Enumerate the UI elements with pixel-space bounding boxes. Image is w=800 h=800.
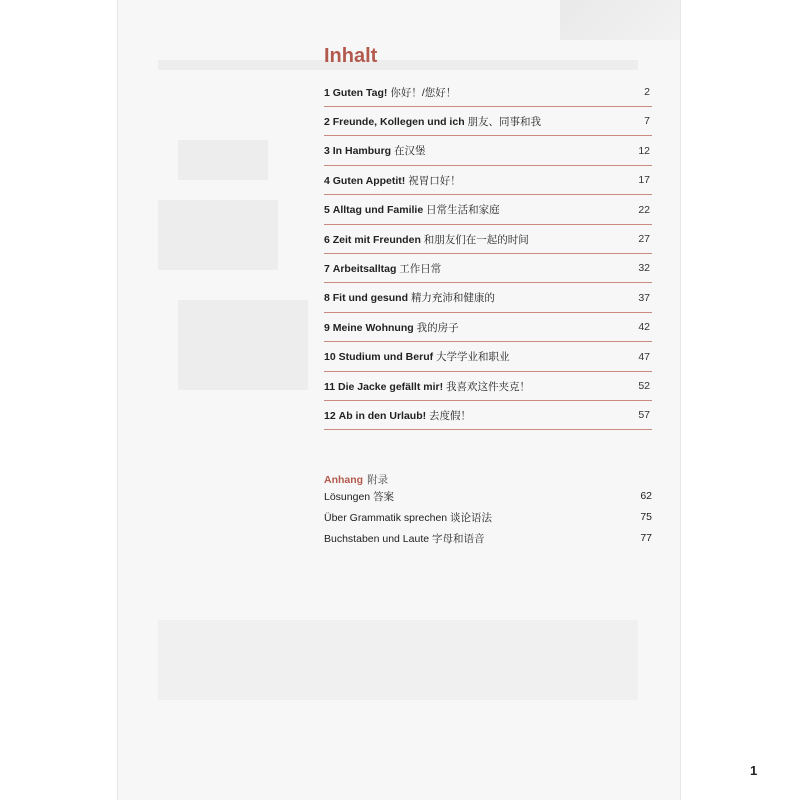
toc-entry-title-zh: 你好！/您好！ [390, 86, 457, 99]
toc-entry-title-zh: 去度假！ [429, 409, 472, 422]
toc-entry-number: 7 [324, 262, 330, 275]
toc-entry-title-zh: 日常生活和家庭 [426, 204, 500, 217]
toc-entry-label [324, 408, 471, 423]
toc-entry-title-de: Die Jacke gefällt mir! [338, 380, 444, 393]
appendix-entry-label [324, 510, 492, 525]
page-number: 1 [750, 763, 758, 778]
toc-entry-label [324, 290, 495, 305]
appendix-entry-label-zh: 答案 [373, 490, 395, 503]
appendix-entry-label [324, 531, 485, 546]
toc-entry-label [324, 114, 541, 129]
toc-entry-page: 42 [638, 321, 650, 334]
show-through-band [158, 60, 638, 70]
toc-entry-title-zh: 朋友、同事和我 [467, 115, 542, 128]
toc-entry-number: 9 [324, 321, 330, 334]
toc-entry-title-zh: 精力充沛和健康的 [410, 292, 495, 305]
toc-entry-title-de: Guten Appetit! [332, 174, 406, 187]
appendix-entry-label-de: Buchstaben und Laute [324, 532, 430, 545]
toc-entry-number: 4 [324, 174, 330, 187]
toc-entry-page: 2 [644, 86, 650, 98]
appendix-heading-de: Anhang [324, 474, 364, 486]
toc-entry[interactable] [324, 137, 652, 166]
appendix-entry[interactable] [324, 507, 652, 527]
appendix-heading-zh: 附录 [367, 474, 389, 486]
toc-entry-label [324, 143, 426, 158]
toc-entry[interactable] [324, 107, 652, 136]
toc-entry-title-zh: 大学学业和职业 [436, 351, 510, 364]
toc-entry-page: 7 [644, 115, 650, 128]
toc-entry-title-de: Freunde, Kollegen und ich [332, 115, 465, 128]
toc-entry-label [324, 232, 529, 247]
page-title: Inhalt [324, 45, 378, 67]
toc-entry-label [324, 85, 456, 100]
toc-entry-label [324, 349, 510, 364]
toc-entry-page: 57 [638, 409, 650, 422]
toc-entry[interactable] [324, 343, 652, 372]
toc-entry-number: 6 [324, 233, 330, 246]
toc-entry-label [324, 320, 459, 335]
toc-entry-title-de: Alltag und Familie [332, 204, 424, 217]
show-through-block [178, 140, 268, 180]
toc-entry[interactable] [324, 196, 652, 225]
show-through-illustration [158, 620, 638, 700]
appendix-entry-label-de: Lösungen [324, 490, 371, 503]
toc-entry-title-zh: 在汉堡 [394, 145, 426, 158]
toc-entry-number: 5 [324, 204, 330, 217]
toc-entry-page: 17 [638, 174, 650, 187]
appendix-entry-page: 62 [640, 490, 652, 502]
toc-entry-title-zh: 祝胃口好！ [408, 174, 461, 187]
appendix-entry-label [324, 489, 394, 504]
toc-entry-title-de: In Hamburg [332, 145, 392, 158]
appendix-entry[interactable] [324, 528, 652, 548]
toc-entry-number: 12 [324, 409, 336, 422]
toc-entry-number: 1 [324, 86, 330, 99]
toc-entry-page: 52 [638, 380, 650, 392]
toc-entry[interactable] [324, 313, 652, 342]
appendix-entry[interactable] [324, 486, 652, 506]
toc-entry-page: 37 [638, 291, 650, 304]
appendix-heading [324, 472, 388, 487]
toc-entry-number: 3 [324, 145, 330, 158]
toc-entry[interactable] [324, 166, 652, 195]
toc-entry[interactable] [324, 401, 652, 430]
toc-entry-title-de: Arbeitsalltag [332, 262, 397, 275]
toc-entry-page: 32 [638, 262, 650, 275]
toc-entry-title-de: Ab in den Urlaub! [338, 409, 427, 422]
toc-entry-title-zh: 我喜欢这件夹克！ [446, 380, 530, 393]
toc-entry[interactable] [324, 284, 652, 313]
toc-entry[interactable] [324, 225, 652, 254]
appendix-entry-label-de: Über Grammatik sprechen [324, 511, 448, 524]
toc-entry[interactable] [324, 372, 652, 401]
page-corner-shade [560, 0, 680, 40]
appendix-entry-label-zh: 谈论语法 [450, 511, 493, 524]
toc-entry-page: 47 [638, 350, 650, 363]
toc-entry-title-zh: 我的房子 [416, 321, 459, 334]
appendix-entry-page: 77 [640, 532, 652, 544]
toc-entry-title-zh: 工作日常 [399, 262, 442, 275]
toc-entry-number: 2 [324, 115, 330, 128]
toc-entry-label [324, 173, 461, 188]
toc-entry-title-zh: 和朋友们在一起的时间 [423, 233, 529, 246]
toc-entry-label [324, 261, 441, 276]
appendix-entry-page: 75 [640, 511, 652, 523]
toc-entry-page: 12 [638, 144, 650, 157]
toc-entry-page: 27 [638, 233, 650, 245]
toc-entry-number: 10 [324, 351, 336, 364]
toc-entry-label [324, 379, 530, 394]
book-page [118, 0, 758, 800]
toc-entry-title-de: Zeit mit Freunden [332, 233, 421, 246]
toc-entry-title-de: Guten Tag! [332, 86, 388, 99]
show-through-block [158, 200, 278, 270]
toc-entry-page: 22 [638, 203, 650, 216]
toc-entry-label [324, 202, 500, 217]
appendix-entry-label-zh: 字母和语音 [432, 532, 485, 545]
toc-entry-title-de: Fit und gesund [332, 292, 409, 305]
toc-entry[interactable] [324, 254, 652, 283]
toc-entry-number: 11 [324, 380, 336, 393]
toc-entry-title-de: Meine Wohnung [332, 321, 414, 334]
show-through-block [178, 300, 308, 390]
toc-entry-number: 8 [324, 292, 330, 305]
toc-entry-title-de: Studium und Beruf [338, 351, 434, 364]
toc-entry[interactable] [324, 78, 652, 107]
